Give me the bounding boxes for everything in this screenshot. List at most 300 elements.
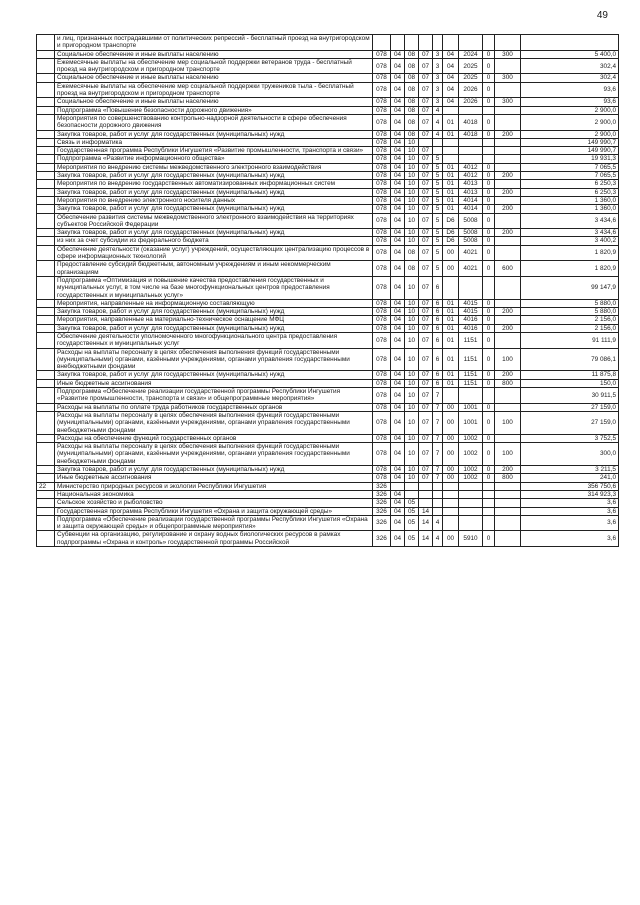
classification-code: 7 (433, 434, 443, 442)
row-number (37, 106, 55, 114)
classification-code (483, 138, 495, 146)
classification-code: 0 (483, 58, 495, 74)
classification-code: 04 (391, 379, 405, 387)
classification-code: 0 (483, 371, 495, 379)
classification-code: 07 (419, 155, 433, 163)
row-number (37, 332, 55, 348)
classification-code: 3 (433, 50, 443, 58)
row-amount: 1 820,9 (521, 245, 619, 261)
classification-code: 5910 (459, 531, 483, 547)
classification-code: 6 (433, 348, 443, 371)
classification-code: 7 (433, 403, 443, 411)
classification-code (405, 35, 419, 51)
classification-code: 04 (391, 155, 405, 163)
budget-table (36, 34, 619, 547)
classification-code (483, 276, 495, 299)
classification-code: 200 (495, 172, 521, 180)
classification-code: 07 (419, 213, 433, 229)
classification-code: 4012 (459, 172, 483, 180)
classification-code: 07 (419, 147, 433, 155)
classification-code: 04 (391, 411, 405, 434)
classification-code: 04 (391, 434, 405, 442)
row-amount: 5 880,0 (521, 308, 619, 316)
classification-code: 1151 (459, 371, 483, 379)
classification-code: 07 (419, 348, 433, 371)
classification-code: 4 (433, 106, 443, 114)
classification-code: 6 (433, 276, 443, 299)
table-row (37, 474, 619, 482)
classification-code (391, 35, 405, 51)
classification-code: 4016 (459, 316, 483, 324)
classification-code: 04 (443, 82, 459, 98)
row-number (37, 138, 55, 146)
classification-code: 08 (405, 245, 419, 261)
classification-code: 04 (391, 237, 405, 245)
classification-code: 0 (483, 196, 495, 204)
row-description: Закупка товаров, работ и услуг для государственных (муниципальных) нужд (55, 130, 373, 138)
classification-code (459, 388, 483, 404)
classification-code: 10 (405, 308, 419, 316)
classification-code: 078 (373, 163, 391, 171)
classification-code: 10 (405, 332, 419, 348)
classification-code: 04 (391, 114, 405, 130)
classification-code: 800 (495, 474, 521, 482)
classification-code: 1151 (459, 379, 483, 387)
classification-code: 078 (373, 82, 391, 98)
classification-code: 200 (495, 308, 521, 316)
classification-code: 0 (483, 379, 495, 387)
row-number (37, 180, 55, 188)
classification-code: 6 (433, 308, 443, 316)
row-description: Подпрограмма «Оптимизация и повышение качества предоставления государственных и муниципальных услуг, в том числе на базе многофункциональных центров предоставления государственных и муниципальных услуг» (55, 276, 373, 299)
row-description: Расходы на выплаты персоналу в целях обеспечения выполнения функций государственными (муниципальными) органами, казёнными учреждениями, органами управления государственными внебюджетными фондами (55, 411, 373, 434)
classification-code: 5 (433, 172, 443, 180)
classification-code: 5 (433, 237, 443, 245)
classification-code: 6 (433, 316, 443, 324)
table-row (37, 261, 619, 277)
row-number (37, 35, 55, 51)
classification-code (495, 434, 521, 442)
classification-code: 2025 (459, 58, 483, 74)
classification-code: 07 (419, 114, 433, 130)
classification-code (443, 106, 459, 114)
row-number (37, 172, 55, 180)
classification-code: 0 (483, 130, 495, 138)
classification-code: 078 (373, 106, 391, 114)
classification-code: 08 (405, 114, 419, 130)
classification-code: 04 (391, 106, 405, 114)
classification-code: 078 (373, 50, 391, 58)
table-row (37, 308, 619, 316)
classification-code: 07 (419, 332, 433, 348)
classification-code: 078 (373, 308, 391, 316)
row-number (37, 155, 55, 163)
classification-code: 08 (405, 82, 419, 98)
classification-code: 4014 (459, 196, 483, 204)
classification-code: 04 (391, 180, 405, 188)
classification-code: 04 (391, 172, 405, 180)
classification-code (483, 35, 495, 51)
classification-code: 3 (433, 98, 443, 106)
classification-code: 4 (433, 531, 443, 547)
row-number: 22 (37, 482, 55, 490)
table-row (37, 180, 619, 188)
classification-code (495, 332, 521, 348)
classification-code: 10 (405, 196, 419, 204)
row-description: Мероприятия, направленные на информационную составляющую (55, 299, 373, 307)
classification-code: 326 (373, 507, 391, 515)
classification-code: 07 (419, 98, 433, 106)
classification-code: 0 (483, 205, 495, 213)
classification-code (443, 155, 459, 163)
row-description: Закупка товаров, работ и услуг для государственных (муниципальных) нужд (55, 371, 373, 379)
classification-code: 0 (483, 299, 495, 307)
classification-code (495, 237, 521, 245)
row-number (37, 237, 55, 245)
classification-code (405, 490, 419, 498)
table-row (37, 98, 619, 106)
row-number (37, 98, 55, 106)
classification-code (433, 499, 443, 507)
row-number (37, 299, 55, 307)
classification-code (495, 58, 521, 74)
row-number (37, 499, 55, 507)
classification-code: 5 (433, 261, 443, 277)
classification-code: 326 (373, 531, 391, 547)
table-row (37, 507, 619, 515)
classification-code (459, 507, 483, 515)
row-description: Мероприятия по внедрению системы межведомственного электронного взаимодействия (55, 163, 373, 171)
row-number (37, 308, 55, 316)
row-number (37, 348, 55, 371)
classification-code: 04 (391, 130, 405, 138)
classification-code: 04 (391, 515, 405, 531)
classification-code (483, 482, 495, 490)
classification-code: 078 (373, 371, 391, 379)
classification-code: 200 (495, 229, 521, 237)
classification-code: 01 (443, 348, 459, 371)
classification-code: 04 (391, 332, 405, 348)
row-description: Закупка товаров, работ и услуг для государственных (муниципальных) нужд (55, 466, 373, 474)
classification-code: 04 (391, 138, 405, 146)
row-number (37, 163, 55, 171)
row-description: Ежемесячные выплаты на обеспечение мер социальной поддержки тружеников тыла - бесплатный проезд на внутригородском и пригородном транспорте (55, 82, 373, 98)
classification-code: 078 (373, 188, 391, 196)
classification-code: 07 (419, 308, 433, 316)
classification-code: 07 (419, 245, 433, 261)
classification-code: 0 (483, 531, 495, 547)
row-amount: 2 900,0 (521, 130, 619, 138)
classification-code (433, 35, 443, 51)
classification-code (483, 490, 495, 498)
classification-code: 14 (419, 531, 433, 547)
classification-code: 01 (443, 163, 459, 171)
classification-code (443, 490, 459, 498)
table-row (37, 155, 619, 163)
table-row (37, 205, 619, 213)
row-number (37, 229, 55, 237)
classification-code: 5 (433, 196, 443, 204)
classification-code: 078 (373, 172, 391, 180)
classification-code: 7 (433, 466, 443, 474)
classification-code: 4014 (459, 205, 483, 213)
classification-code: 07 (419, 229, 433, 237)
classification-code: 078 (373, 237, 391, 245)
classification-code: 078 (373, 276, 391, 299)
row-description: Государственная программа Республики Ингушетия «Развитие промышленности, транспорта и связи» (55, 147, 373, 155)
classification-code (443, 147, 459, 155)
classification-code: 07 (419, 261, 433, 277)
classification-code (459, 482, 483, 490)
classification-code: 08 (405, 106, 419, 114)
classification-code: 04 (391, 499, 405, 507)
classification-code: 3 (433, 74, 443, 82)
classification-code: 0 (483, 98, 495, 106)
row-number (37, 74, 55, 82)
classification-code: 4021 (459, 245, 483, 261)
classification-code: 0 (483, 316, 495, 324)
row-number (37, 515, 55, 531)
classification-code: 07 (419, 163, 433, 171)
row-number (37, 371, 55, 379)
classification-code: 078 (373, 332, 391, 348)
row-amount: 1 360,0 (521, 196, 619, 204)
classification-code: 0 (483, 434, 495, 442)
classification-code: 326 (373, 482, 391, 490)
row-description: Обеспечение деятельности уполномоченного многофункционального центра предоставления государственных и муниципальных услуг (55, 332, 373, 348)
classification-code: 04 (391, 388, 405, 404)
classification-code: 10 (405, 276, 419, 299)
classification-code: 10 (405, 299, 419, 307)
classification-code: 10 (405, 371, 419, 379)
classification-code: 078 (373, 403, 391, 411)
classification-code: 01 (443, 371, 459, 379)
classification-code: 0 (483, 466, 495, 474)
classification-code: 10 (405, 172, 419, 180)
classification-code: 078 (373, 130, 391, 138)
row-description: Обеспечение деятельности (оказание услуг) учреждений, осуществляющих централизацию процессов в сфере информационных технологий (55, 245, 373, 261)
row-amount: 93,6 (521, 98, 619, 106)
classification-code (483, 388, 495, 404)
row-description: Государственная программа Республики Ингушетия «Охрана и защита окружающей среды» (55, 507, 373, 515)
classification-code: 7 (433, 388, 443, 404)
table-row (37, 482, 619, 490)
classification-code: 07 (419, 237, 433, 245)
classification-code: 0 (483, 180, 495, 188)
classification-code (443, 507, 459, 515)
classification-code (443, 388, 459, 404)
table-row (37, 163, 619, 171)
classification-code: 04 (391, 98, 405, 106)
classification-code: 01 (443, 188, 459, 196)
classification-code: 07 (419, 276, 433, 299)
classification-code: 04 (391, 371, 405, 379)
row-amount: 27 159,0 (521, 411, 619, 434)
classification-code (419, 482, 433, 490)
classification-code: 5 (433, 180, 443, 188)
classification-code (443, 499, 459, 507)
classification-code (459, 147, 483, 155)
classification-code: 10 (405, 474, 419, 482)
row-number (37, 324, 55, 332)
row-amount: 314 923,3 (521, 490, 619, 498)
row-description: Сельское хозяйство и рыболовство (55, 499, 373, 507)
classification-code (483, 499, 495, 507)
classification-code: 04 (443, 74, 459, 82)
row-number (37, 490, 55, 498)
classification-code (459, 155, 483, 163)
table-row (37, 490, 619, 498)
table-row (37, 50, 619, 58)
classification-code: 100 (495, 443, 521, 466)
classification-code: 200 (495, 188, 521, 196)
row-amount: 3 434,6 (521, 229, 619, 237)
row-description: Расходы на обеспечение функций государственных органов (55, 434, 373, 442)
classification-code: 10 (405, 213, 419, 229)
classification-code (419, 35, 433, 51)
classification-code (495, 82, 521, 98)
classification-code: 04 (391, 245, 405, 261)
row-amount: 5 400,0 (521, 50, 619, 58)
classification-code: 01 (443, 205, 459, 213)
row-amount: 149 990,7 (521, 147, 619, 155)
classification-code: 07 (419, 188, 433, 196)
classification-code: 05 (405, 507, 419, 515)
classification-code: 07 (419, 411, 433, 434)
table-row (37, 515, 619, 531)
classification-code: 1001 (459, 403, 483, 411)
row-number (37, 130, 55, 138)
classification-code: 078 (373, 138, 391, 146)
classification-code: 2026 (459, 82, 483, 98)
row-amount: 3,6 (521, 531, 619, 547)
classification-code: 4016 (459, 324, 483, 332)
row-description: Субвенции на организацию, регулирование и охрану водных биологических ресурсов в рамках подпрограммы «Охрана и контроль» государственной программы Российской (55, 531, 373, 547)
classification-code: 10 (405, 229, 419, 237)
classification-code: 10 (405, 147, 419, 155)
classification-code: 01 (443, 379, 459, 387)
row-description: Мероприятия по внедрению электронного носителя данных (55, 196, 373, 204)
row-amount: 7 065,5 (521, 172, 619, 180)
row-amount: 2 156,0 (521, 324, 619, 332)
classification-code: 2024 (459, 50, 483, 58)
classification-code: 1002 (459, 443, 483, 466)
row-number (37, 147, 55, 155)
classification-code: 078 (373, 443, 391, 466)
classification-code: 300 (495, 74, 521, 82)
classification-code (483, 155, 495, 163)
classification-code: 10 (405, 316, 419, 324)
classification-code: 0 (483, 245, 495, 261)
row-number (37, 205, 55, 213)
table-row (37, 213, 619, 229)
classification-code: 04 (391, 507, 405, 515)
row-amount: 356 750,6 (521, 482, 619, 490)
table-row (37, 316, 619, 324)
classification-code (483, 147, 495, 155)
classification-code: 04 (391, 531, 405, 547)
classification-code (459, 276, 483, 299)
classification-code: 04 (391, 443, 405, 466)
classification-code: 078 (373, 348, 391, 371)
row-amount: 2 156,0 (521, 316, 619, 324)
row-description: Иные бюджетные ассигнования (55, 379, 373, 387)
classification-code: 6 (433, 299, 443, 307)
row-number (37, 276, 55, 299)
row-amount: 5 880,0 (521, 299, 619, 307)
classification-code: 0 (483, 348, 495, 371)
table-row (37, 138, 619, 146)
classification-code: 0 (483, 163, 495, 171)
row-number (37, 188, 55, 196)
classification-code: 04 (391, 474, 405, 482)
table-row (37, 299, 619, 307)
classification-code: 00 (443, 434, 459, 442)
classification-code: 200 (495, 205, 521, 213)
classification-code: 7 (433, 474, 443, 482)
row-amount: 79 086,1 (521, 348, 619, 371)
classification-code: 10 (405, 348, 419, 371)
classification-code: 078 (373, 155, 391, 163)
classification-code: 078 (373, 147, 391, 155)
classification-code: 800 (495, 379, 521, 387)
classification-code: 4013 (459, 188, 483, 196)
classification-code: 0 (483, 114, 495, 130)
classification-code: 078 (373, 261, 391, 277)
classification-code (495, 196, 521, 204)
classification-code: 00 (443, 531, 459, 547)
row-amount: 3,6 (521, 515, 619, 531)
classification-code: 300 (495, 50, 521, 58)
classification-code: 01 (443, 180, 459, 188)
classification-code: 05 (405, 531, 419, 547)
row-description: Закупка товаров, работ и услуг для государственных (муниципальных) нужд (55, 229, 373, 237)
classification-code: 4015 (459, 299, 483, 307)
table-row (37, 276, 619, 299)
row-description: из них за счет субсидии из федерального бюджета (55, 237, 373, 245)
classification-code (459, 35, 483, 51)
classification-code: 10 (405, 180, 419, 188)
classification-code (495, 515, 521, 531)
classification-code: 078 (373, 245, 391, 261)
classification-code: 07 (419, 434, 433, 442)
table-row (37, 35, 619, 51)
classification-code: 04 (391, 188, 405, 196)
row-amount: 1 360,0 (521, 205, 619, 213)
classification-code: 1002 (459, 434, 483, 442)
classification-code: 5 (433, 213, 443, 229)
row-description: Иные бюджетные ассигнования (55, 474, 373, 482)
classification-code (495, 155, 521, 163)
classification-code: 01 (443, 332, 459, 348)
row-number (37, 58, 55, 74)
row-number (37, 379, 55, 387)
classification-code: 00 (443, 403, 459, 411)
classification-code: 0 (483, 172, 495, 180)
row-amount: 30 911,5 (521, 388, 619, 404)
classification-code (459, 490, 483, 498)
classification-code: 5008 (459, 213, 483, 229)
classification-code (495, 138, 521, 146)
classification-code: 5 (433, 229, 443, 237)
classification-code: 078 (373, 229, 391, 237)
classification-code: 04 (391, 308, 405, 316)
classification-code (495, 316, 521, 324)
classification-code: 078 (373, 98, 391, 106)
classification-code (419, 499, 433, 507)
classification-code: 2025 (459, 74, 483, 82)
row-number (37, 507, 55, 515)
